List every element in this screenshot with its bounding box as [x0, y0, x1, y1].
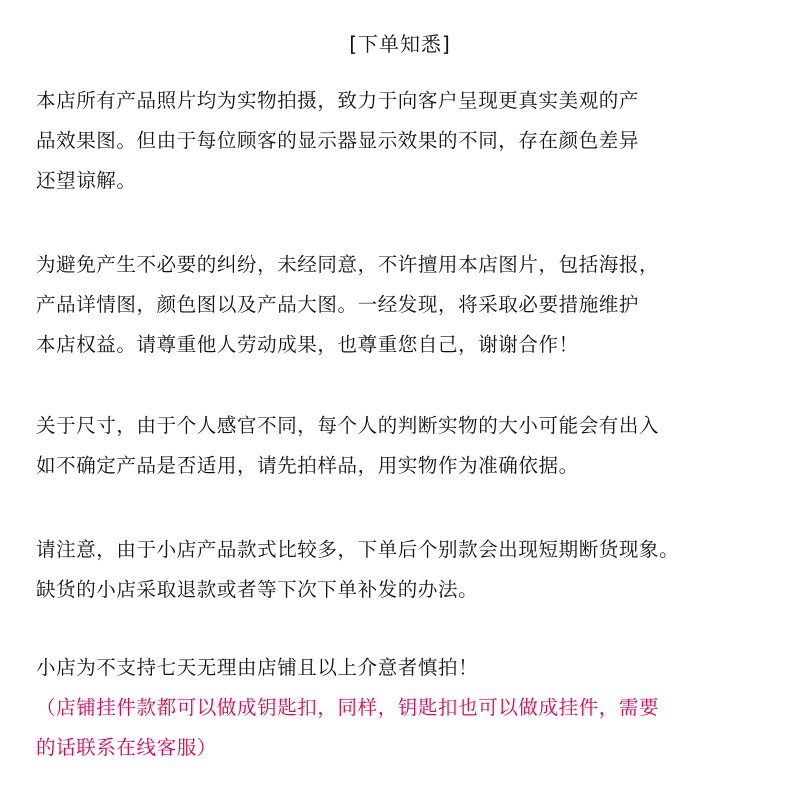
- paragraph-stock: [36, 530, 776, 610]
- text-line: 为避免产生不必要的纠纷，未经同意，不许擅用本店图片，包括海报，: [36, 253, 660, 276]
- text-line: 小店为不支持七天无理由店铺且以上介意者慎拍！: [36, 656, 479, 679]
- text-line: 品效果图。但由于每位顾客的显示器显示效果的不同，存在颜色差异: [36, 129, 640, 152]
- text-line: 缺货的小店采取退款或者等下次下单补发的办法。: [36, 578, 479, 601]
- page-title: [下单知悉]: [349, 32, 451, 56]
- text-line: 本店所有产品照片均为实物拍摄，致力于向客户呈现更真实美观的产: [36, 89, 640, 112]
- text-line-highlight: 的话联系在线客服）: [36, 736, 217, 759]
- paragraph-size: [36, 406, 776, 486]
- text-line: 产品详情图，颜色图以及产品大图。一经发现，将采取必要措施维护: [36, 293, 640, 316]
- paragraph-keychain-note: [36, 688, 776, 768]
- text-line: 请注意，由于小店产品款式比较多，下单后个别款会出现短期断货现象。: [36, 538, 680, 561]
- paragraph-photo-display: [36, 81, 776, 201]
- text-line: 关于尺寸，由于个人感官不同，每个人的判断实物的大小可能会有出入: [36, 414, 660, 437]
- text-line-highlight: （店铺挂件款都可以做成钥匙扣，同样，钥匙扣也可以做成挂件，需要: [36, 696, 660, 719]
- text-line: 还望谅解。: [36, 169, 137, 192]
- paragraph-copyright: [36, 245, 776, 365]
- text-line: 如不确定产品是否适用，请先拍样品，用实物作为准确依据。: [36, 454, 579, 477]
- text-line: 本店权益。请尊重他人劳动成果，也尊重您自己，谢谢合作！: [36, 333, 579, 356]
- paragraph-return-policy: [36, 648, 776, 688]
